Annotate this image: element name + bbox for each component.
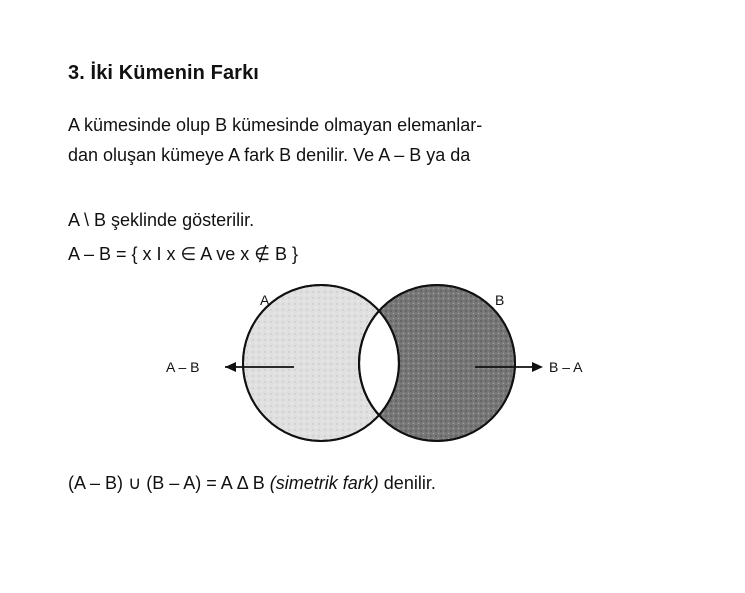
symmetric-difference-term: (simetrik fark): [269, 473, 379, 493]
venn-diagram: [150, 285, 620, 465]
symmetric-difference-formula: (A – B) ∪ (B – A) = A Δ B: [68, 473, 270, 493]
symmetric-difference-sentence: [68, 470, 436, 496]
paragraph-line-1: A kümesinde olup B kümesinde olmayan elemanlar-: [68, 115, 483, 135]
venn-diagram-graphic: [150, 285, 620, 465]
paragraph-line-2: dan oluşan kümeye A fark B denilir. Ve A – B ya da: [68, 145, 471, 165]
b-minus-a-label: B – A: [549, 359, 583, 375]
symmetric-difference-suffix: denilir.: [378, 473, 436, 493]
set-b-label: B: [495, 292, 505, 308]
a-minus-b-label: A – B: [166, 359, 200, 375]
a-minus-b-arrowhead: [225, 362, 236, 372]
paragraph-line-3: A \ B şeklinde gösterilir.: [68, 210, 255, 230]
set-difference-formula: A – B = { x I x ∈ A ve x ∉ B }: [68, 244, 298, 264]
section-title: 3. İki Kümenin Farkı: [68, 62, 259, 84]
b-minus-a-arrowhead: [532, 362, 543, 372]
set-a-label: A: [260, 292, 270, 308]
